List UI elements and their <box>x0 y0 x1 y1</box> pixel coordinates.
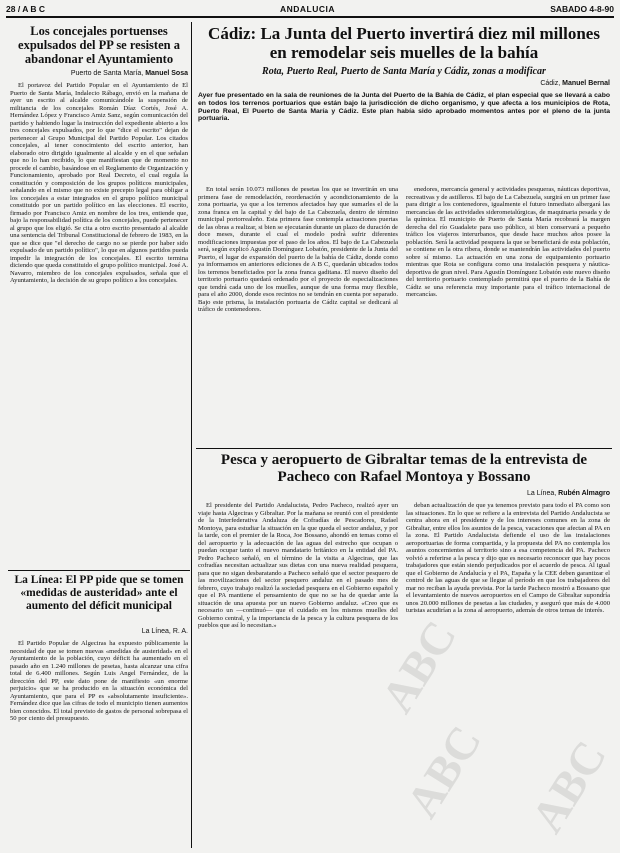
page-header <box>6 4 614 18</box>
main-lead-paragraph: Ayer fue presentado en la sala de reuniones de la Junta del Puerto de la Bahía de Cádiz, el plan especial que se llevará a cabo en todos los terrenos portuarios que están bajo la jurisdicción de dicho organismo, y que afecta a los municipios de Rota, Puerto Real, El Puerto de Santa María y Cádiz. Este plan había sido aprobado momentos antes por el pleno de la junta portuaria. <box>198 92 610 123</box>
watermark: ABC <box>521 731 616 842</box>
main-body-column-1 <box>198 186 398 444</box>
watermark: ABC <box>396 716 491 827</box>
article-text: deban actualización de que ya tenemos previsto para todo el PA como son las situaciones. En lo que se refiere a la entrevista del Partido Andalucista se centra ahora en el presidente y de los intereses comunes en la zona de Gibraltar, entre ellos los asuntos de la pesca, vacaciones que afectan al PA en la zona. El Partido Andalucista defiende el uso de las instalaciones aeroportuarias de forma compartida, y la propuesta del PA no contempla los asuntos concernientes al territorio sino a esa competencia del PA. Pacheco volvió a referirse a la pesca y dijo que es necesario reconocer que hay pocos trabajadores que están siendo perjudicados por el acuerdo de pesca. Al igual que el Gobierno de Andalucía y el PA, España y la CEE deben garantizar el control de las aguas de que se llegue al período en que los trabajadores del mar no reciban la ayuda prevista. Por la tarde Pacheco mostró a Bossano que el levantamiento de nuevos aeropuertos en el Campo de Gibraltar supondría unos 20.000 millones de pesetas a las ciudades, y aseguró que más de 4.000 turistas acudirían a la zona al aeropuerto, además de otros temas de interés. <box>406 502 610 614</box>
article-text: El Partido Popular de Algeciras ha expuesto públicamente la necesidad de que se tomen nuevas «medidas de austeridad» en el Ayuntamiento de la población, cuyo déficit ha aumentado en el pasado año en 1.240 millones de pesetas, hasta alcanzar una cifra total de 6.400 millones. Según Luis Angel Fernández, de la dirección del PP, este dato pone de manifiesto «un enorme perjuicio» que se ha producido en la situación económica del Ayuntamiento, que para el PP es «absolutamente insuficiente». Fernández dice que las cifras de todo el municipio tienen aumentos bien conocidos. El total previsto de gastos de personal sobrepasa el 50 por ciento del presupuesto. <box>10 640 188 722</box>
article-text: enedores, mercancía general y actividades pesqueras, náuticas deportivas, recreativas y de astilleros. El bajo de La Cabezuela, surgirá en un primer fase para dirigir a los contenedores, igualmente el futuro inmediato albergará las mercancías de las actividades siderometalúrgicas, de maquinaria pesada y de la química. El municipio de Puerto de Santa María recobrará la margen derecha del río Guadalete para uso público, si bien conservará a pequeño tráfico los viajeros interurbanos, que desde hace muchos años posee la población. Será la actividad pesquera la que se beneficiará de esta población, se contiene en la otra ribera, donde se mantendrán las actividades del puerto sobre sí mismo. La actuación en una zona de equipamiento portuario mientras que Rota se configura como una instalación pesquera y náutica-deportiva de gran nivel. Para Agustín Domínguez Lobatón este nuevo diseño del territorio portuario contemplado permitirá que el puerto de la Bahía de Cádiz se una referencia muy importante para el tráfico internacional de mercancías. <box>406 186 610 298</box>
left-article-2-body <box>10 640 188 848</box>
article-text: En total serán 10.073 millones de pesetas los que se invertirán en una primera fase de remodelación, reordenación y acondicionamiento de la zona portuaria, ya que a los terrenos afectados hay que sumarles el de la zona franca en la capital y del bajo de La Cabezuela, dentro de término municipal portorrealeño. Esta primera fase contempla actuaciones puertas de las obras a realizar, si bien se ejecutarán durante un plazo de duración de doce meses, durante el cual el modelo podrá sufrir diferentes modificaciones impuestas por el paso de los años. El bajo de La Cabezuela será, según explicó Agustín Domínguez Lobatón, presidente de la Junta del Puerto, el lugar de expansión del puerto de la bahía de Cádiz, donde como ya informamos en anteriores ediciones de A B C, quedarán ubicados todos los terrenos beneficiados por la zona franca gaditana. El nuevo diseño del territorio portuario quedará ordenado por el proyecto de especializaciones que tendrá cada uno de los muelles, aunque de una forma muy flexible, para el año 2000, donde esos recintos no se tendrán en cuenta por separado. Bajo este prisma, la instalación portuaria de Cádiz capital se dedicará al tráfico de contenedores. <box>198 186 398 313</box>
article-text: El presidente del Partido Andalucista, Pedro Pacheco, realizó ayer un viaje hasta Algeciras y Gibraltar. Por la mañana se reunió con el presidente de la Interfederativa Andaluza de Cofradías de Pescadores, Rafael Montoya, para estudiar la situación en la que queda el sector andaluz, y por la tarde, con el premier de la Roca, Joe Bossano, ahondó en temas como el del aeropuerto y la adecuación de las aguas del estrecho que ocupan o puedan ocupar tanto el nuevo mandatario británico en la entidad del PA. Pedro Pacheco señaló, en el término de la visita a Algeciras, que las cofradías necesitan actualizar sus dietas con una nueva realidad pesquera, para que no sigan desbaratando a Pacheco señaló que el sector pesquero de las movilizaciones del sector pesquero andaluz en el pasado mes de febrero, cuyo trabajo realizó la sociedad pesquera en el Gobierno español y que el PA mantiene el pensamiento de que no se ha de quedar ante la situación de una apuesta por un nuevo Gobierno andaluz. «Creo que es necesario un —continuó— que el cuidado en los mismos muelles del Gobierno central, y la importancia de la pesca y la cultura pesquera de los pueblos que así lo necesitan.» <box>198 502 398 629</box>
issue-date: SABADO 4-8-90 <box>550 4 614 14</box>
byline-place: La Línea, <box>526 490 557 497</box>
second-body-column-1 <box>198 502 398 848</box>
main-headline: Cádiz: La Junta del Puerto invertirá diez mil millones en remodelar seis muelles de la bahía <box>208 24 600 62</box>
second-byline <box>198 490 610 497</box>
left-article-1-byline <box>10 70 188 77</box>
left-article-2-headline: La Línea: El PP pide que se tomen «medidas de austeridad» ante el aumento del déficit municipal <box>14 574 184 612</box>
section-name: ANDALUCIA <box>280 4 336 14</box>
section-divider <box>196 448 612 449</box>
column-divider <box>191 22 192 848</box>
main-subheadline: Rota, Puerto Real, Puerto de Santa María y Cádiz, zonas a modificar <box>262 66 546 77</box>
section-divider <box>8 570 190 571</box>
main-body-column-2 <box>406 186 610 444</box>
watermark: ABC <box>371 611 466 722</box>
left-article-1-body <box>10 82 188 564</box>
left-article-2-byline: La Línea, R. A. <box>141 628 188 635</box>
second-headline: Pesca y aeropuerto de Gibraltar temas de la entrevista de Pacheco con Rafael Montoya y Bossano <box>220 452 588 485</box>
page-number: 28 / A B C <box>6 4 46 14</box>
byline-author: Rubén Almagro <box>558 490 610 497</box>
main-byline <box>198 80 610 87</box>
byline-place: Puerto de Santa María, <box>70 70 144 77</box>
byline-author: Manuel Bernal <box>562 80 610 87</box>
byline-author: Manuel Sosa <box>145 70 188 77</box>
article-text: El portavoz del Partido Popular en el Ayuntamiento de El Puerto de Santa María, Indalecio Rábago, envió en la mañana de ayer un escrito al alcalde comunicándole la suspensión de militancia de los concejales Román Díaz Cortés, José A. Hernández López y Francisco Amiz Sanz, según comunicación del partido y habiendo lugar la instrucción del expediente abierto a los tres concejales expulsados, por lo que "dice el escrito" dejan de pertenecer al Grupo Municipal del Partido Popular. Los citados concejales, al tener conocimiento del escrito anterior, han elaborado otro dirigido igualmente al alcalde y en el que señalan que no lo han recibido, lo que manifiestan que de momento no procede el cambio, basándose en el Reglamento de Organización y Funcionamiento, aprobado por Real Decreto, el cual regula la constitución y composición de los grupos políticos municipales, señalando en el mismo que no existe precepto legal para obligar a los concejales a estar integrados en el grupo político municipal constituido por un partido político en las elecciones. El escrito, firmado por Francisco Amiz en nombre de los tres, entiende que, bajo la responsabilidad política de los concejales, puede pertenecer al grupo que los eligió. Se cita a otro escrito presentado al alcalde una sentencia del Tribunal Constitucional de febrero de 1983, en la que se dice que "el derecho de cargo no se pierde por haber sido expulsado de un partido político", lo que en algunos partidos pueda impedir la integración de los concejales. El escrito termina diciendo que queda constituido el grupo político municipal. José A. Navarro, miembro de los concejales expulsados, señala que el Ayuntamiento, la decisión de su grupo político a los concejales. <box>10 82 188 284</box>
left-article-1-headline: Los concejales portuenses expulsados del PP se resisten a abandonar el Ayuntamiento <box>18 24 180 66</box>
byline-place: Cádiz, <box>540 80 561 87</box>
